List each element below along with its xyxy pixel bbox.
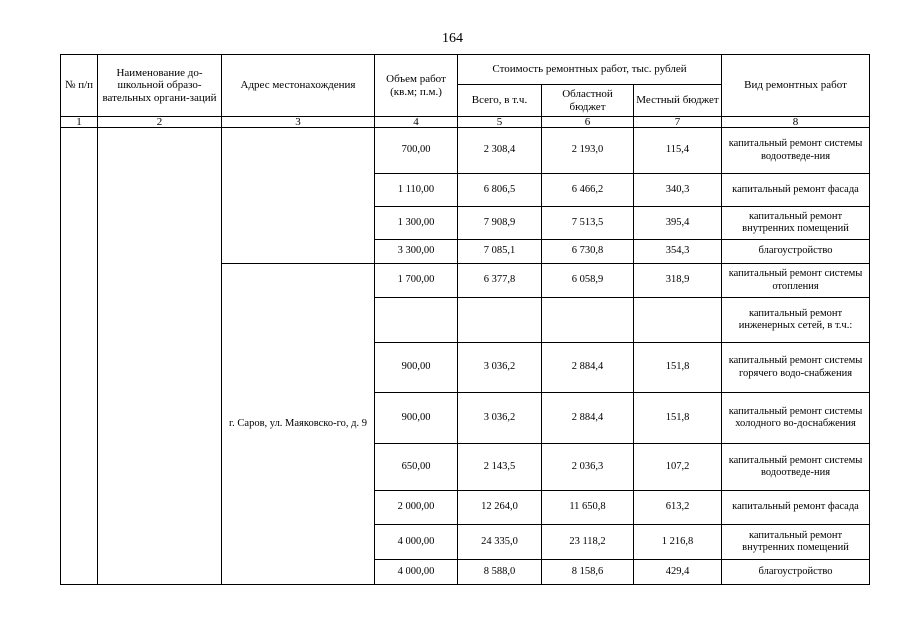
cell-work-type: капитальный ремонт системы горячего водо-снабжения: [722, 343, 870, 393]
cell-total: 3 036,2: [458, 393, 542, 444]
cell-work-type: благоустройство: [722, 560, 870, 585]
cell-regional: 6 466,2: [542, 174, 634, 207]
cell-local: 340,3: [634, 174, 722, 207]
cell-volume: 700,00: [375, 128, 458, 174]
cell-total: 3 036,2: [458, 343, 542, 393]
page-number: 164: [442, 31, 463, 46]
cell-volume: 3 300,00: [375, 240, 458, 264]
cell-local: 107,2: [634, 444, 722, 491]
header-volume: Объем работ (кв.м; п.м.): [375, 55, 458, 117]
cell-regional: [542, 298, 634, 343]
cell-total: 7 085,1: [458, 240, 542, 264]
cell-volume: 2 000,00: [375, 491, 458, 525]
cell-volume: 4 000,00: [375, 560, 458, 585]
cell-regional: 23 118,2: [542, 525, 634, 560]
header-number: № п/п: [61, 55, 98, 117]
cell-total: [458, 298, 542, 343]
cell-local: 395,4: [634, 207, 722, 240]
cell-work-type: капитальный ремонт системы отопления: [722, 264, 870, 298]
column-number: 5: [458, 117, 542, 128]
cell-regional: 8 158,6: [542, 560, 634, 585]
column-number: 1: [61, 117, 98, 128]
cell-work-type: капитальный ремонт фасада: [722, 491, 870, 525]
cell-total: 6 806,5: [458, 174, 542, 207]
cell-work-type: капитальный ремонт фасада: [722, 174, 870, 207]
cell-regional: 6 730,8: [542, 240, 634, 264]
cell-work-type: капитальный ремонт системы водоотведе-ния: [722, 444, 870, 491]
cell-volume: 650,00: [375, 444, 458, 491]
cell-local: [634, 298, 722, 343]
cell-total: 7 908,9: [458, 207, 542, 240]
cell-work-type: капитальный ремонт инженерных сетей, в т.ч.:: [722, 298, 870, 343]
column-number: 7: [634, 117, 722, 128]
cell-regional: 2 036,3: [542, 444, 634, 491]
cell-volume: 1 300,00: [375, 207, 458, 240]
cell-work-type: благоустройство: [722, 240, 870, 264]
cell-local: 1 216,8: [634, 525, 722, 560]
cell-work-type: капитальный ремонт внутренних помещений: [722, 525, 870, 560]
repair-works-table: [60, 54, 870, 585]
cell-local: 429,4: [634, 560, 722, 585]
cell-volume: 900,00: [375, 393, 458, 444]
cell-volume: 1 700,00: [375, 264, 458, 298]
cell-total: 12 264,0: [458, 491, 542, 525]
cell-regional: 6 058,9: [542, 264, 634, 298]
cell-regional: 2 884,4: [542, 393, 634, 444]
cell-volume: 1 110,00: [375, 174, 458, 207]
cell-work-type: капитальный ремонт внутренних помещений: [722, 207, 870, 240]
cell-work-type: капитальный ремонт системы холодного во-доснабжения: [722, 393, 870, 444]
table-row: [61, 128, 870, 174]
column-number: 8: [722, 117, 870, 128]
cell-address: [222, 128, 375, 264]
cell-total: 6 377,8: [458, 264, 542, 298]
cell-volume: 4 000,00: [375, 525, 458, 560]
cell-local: 151,8: [634, 343, 722, 393]
cell-address: г. Саров, ул. Маяковско-го, д. 9: [222, 264, 375, 585]
cell-organization: [98, 128, 222, 585]
cell-total: 2 143,5: [458, 444, 542, 491]
header-total: Всего, в т.ч.: [458, 85, 542, 117]
cell-local: 318,9: [634, 264, 722, 298]
header-work-type: Вид ремонтных работ: [722, 55, 870, 117]
column-number: 3: [222, 117, 375, 128]
cell-regional: 7 513,5: [542, 207, 634, 240]
cell-total: 8 588,0: [458, 560, 542, 585]
header-cost-group: Стоимость ремонтных работ, тыс. рублей: [458, 55, 722, 85]
column-number: 2: [98, 117, 222, 128]
cell-local: 613,2: [634, 491, 722, 525]
cell-regional: 11 650,8: [542, 491, 634, 525]
cell-total: 2 308,4: [458, 128, 542, 174]
cell-local: 151,8: [634, 393, 722, 444]
cell-local: 115,4: [634, 128, 722, 174]
cell-regional: 2 193,0: [542, 128, 634, 174]
cell-total: 24 335,0: [458, 525, 542, 560]
cell-volume: 900,00: [375, 343, 458, 393]
cell-local: 354,3: [634, 240, 722, 264]
column-number: 4: [375, 117, 458, 128]
cell-volume: [375, 298, 458, 343]
header-local-budget: Местный бюджет: [634, 85, 722, 117]
column-number: 6: [542, 117, 634, 128]
cell-regional: 2 884,4: [542, 343, 634, 393]
header-regional-budget: Областной бюджет: [542, 85, 634, 117]
cell-work-type: капитальный ремонт системы водоотведе-ния: [722, 128, 870, 174]
cell-number: [61, 128, 98, 585]
header-address: Адрес местонахождения: [222, 55, 375, 117]
header-organization-name: Наименование до-школьной образо-вательных органи-заций: [98, 55, 222, 117]
